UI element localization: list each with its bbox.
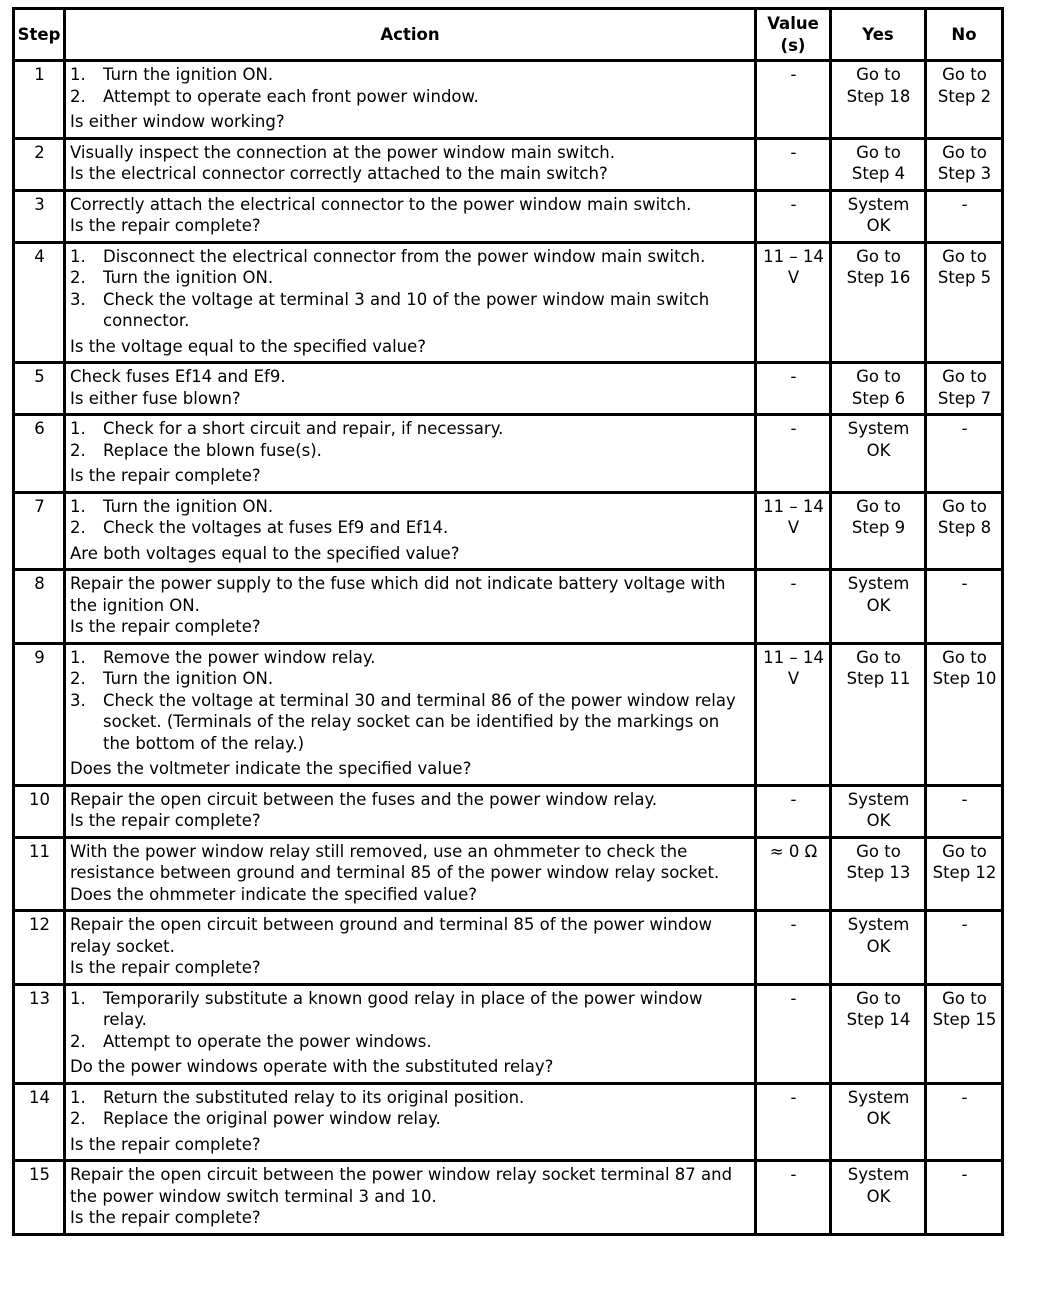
action-step-text: Check the voltage at terminal 30 and terminal 86 of the power window relay socket. (Terminals of the relay socket can be identified by the markings on the bottom of the relay.) [103,690,736,753]
value-cell: - [756,138,831,190]
step-cell: 1 [14,61,65,139]
no-cell: - [926,415,1003,493]
action-question: Are both voltages equal to the specified value? [70,543,460,563]
action-question: Does the ohmmeter indicate the specified value? [70,884,478,904]
step-cell: 11 [14,837,65,911]
yes-cell: Go to Step 13 [831,837,926,911]
no-cell: - [926,785,1003,837]
action-text: Repair the open circuit between ground and terminal 85 of the power window relay socket. [70,915,712,956]
action-cell [65,837,756,911]
action-step-number: 1. [70,419,86,438]
yes-cell: System OK [831,570,926,644]
action-step-text: Replace the blown fuse(s). [103,440,322,460]
action-question: Is the repair complete? [70,958,261,977]
step-cell: 15 [14,1161,65,1235]
action-step-item [70,1031,751,1053]
action-step-text: Turn the ignition ON. [103,268,274,287]
table-row [14,785,1003,837]
value-cell: 11 – 14 V [756,643,831,785]
action-cell [65,242,756,363]
step-cell: 7 [14,492,65,570]
yes-cell: Go to Step 18 [831,61,926,139]
header-yes: Yes [831,9,926,61]
yes-cell: Go to Step 11 [831,643,926,785]
action-step-text: Disconnect the electrical connector from the power window main switch. [103,246,706,266]
action-cell [65,643,756,785]
action-step-item [70,86,751,108]
step-cell: 5 [14,363,65,415]
yes-cell: System OK [831,785,926,837]
no-cell: Go to Step 10 [926,643,1003,785]
action-step-number: 1. [70,1087,86,1107]
step-cell: 14 [14,1083,65,1161]
action-steps-list [70,64,751,107]
action-cell [65,138,756,190]
action-step-text: Turn the ignition ON. [103,496,274,516]
action-step-item [70,246,751,268]
action-step-item [70,988,751,1031]
action-step-text: Turn the ignition ON. [103,65,274,84]
action-step-number: 2. [70,268,86,287]
action-question: Is the repair complete? [70,466,261,485]
action-question: Is either fuse blown? [70,388,241,408]
action-step-item [70,690,751,755]
table-row [14,570,1003,644]
action-step-text: Check for a short circuit and repair, if necessary. [103,419,504,438]
action-cell [65,363,756,415]
action-steps-list [70,246,751,332]
header-action: Action [65,9,756,61]
value-cell: - [756,911,831,985]
action-step-item [70,647,751,669]
step-cell: 8 [14,570,65,644]
table-row [14,1161,1003,1235]
step-cell: 9 [14,643,65,785]
action-question: Is the repair complete? [70,617,261,636]
action-cell [65,190,756,242]
value-cell: - [756,363,831,415]
yes-cell: System OK [831,1083,926,1161]
step-cell: 6 [14,415,65,493]
table-row [14,643,1003,785]
value-cell: 11 – 14 V [756,242,831,363]
table-row [14,911,1003,985]
action-question: Is either window working? [70,112,285,131]
action-step-number: 1. [70,496,86,516]
value-cell: - [756,570,831,644]
no-cell: - [926,1161,1003,1235]
yes-cell: Go to Step 16 [831,242,926,363]
step-cell: 3 [14,190,65,242]
action-step-number: 2. [70,1109,86,1128]
value-cell: ≈ 0 Ω [756,837,831,911]
action-step-number: 1. [70,988,86,1008]
no-cell: Go to Step 12 [926,837,1003,911]
action-step-number: 2. [70,518,86,537]
yes-cell: System OK [831,911,926,985]
value-cell: - [756,785,831,837]
action-cell [65,570,756,644]
action-cell [65,415,756,493]
action-cell [65,61,756,139]
action-step-number: 1. [70,65,86,84]
action-text: Correctly attach the electrical connector to the power window main switch. [70,194,692,214]
action-step-item [70,267,751,289]
yes-cell: Go to Step 4 [831,138,926,190]
action-question: Is the repair complete? [70,811,261,830]
value-cell: - [756,190,831,242]
action-question: Is the voltage equal to the specified value? [70,336,427,356]
no-cell: - [926,190,1003,242]
action-text: Check fuses Ef14 and Ef9. [70,367,286,386]
step-cell: 10 [14,785,65,837]
action-step-text: Remove the power window relay. [103,647,376,667]
table-row [14,837,1003,911]
value-cell: - [756,1083,831,1161]
action-step-item [70,289,751,332]
action-step-item [70,440,751,462]
no-cell: Go to Step 3 [926,138,1003,190]
action-question: Is the electrical connector correctly attached to the main switch? [70,164,608,183]
action-step-item [70,668,751,690]
action-cell [65,492,756,570]
header-value: Value (s) [756,9,831,61]
step-cell: 12 [14,911,65,985]
action-cell [65,1083,756,1161]
value-cell: 11 – 14 V [756,492,831,570]
action-step-text: Attempt to operate each front power window. [103,86,479,106]
table-row [14,363,1003,415]
action-steps-list [70,496,751,539]
value-cell: - [756,415,831,493]
action-cell [65,911,756,985]
action-step-number: 2. [70,440,86,460]
action-steps-list [70,647,751,755]
header-step: Step [14,9,65,61]
yes-cell: Go to Step 6 [831,363,926,415]
action-cell [65,984,756,1083]
action-step-text: Turn the ignition ON. [103,669,274,688]
action-step-text: Check the voltages at fuses Ef9 and Ef14. [103,518,449,537]
table-row [14,415,1003,493]
action-step-text: Attempt to operate the power windows. [103,1031,432,1051]
header-row [14,9,1003,61]
action-step-text: Return the substituted relay to its original position. [103,1087,525,1107]
action-question: Is the repair complete? [70,216,261,235]
action-step-text: Check the voltage at terminal 3 and 10 of the power window main switch connector. [103,289,710,330]
action-step-number: 3. [70,289,86,309]
action-step-number: 2. [70,1031,86,1051]
yes-cell: System OK [831,1161,926,1235]
action-text: With the power window relay still removed, use an ohmmeter to check the resistance between ground and terminal 85 of the power window relay socket. [70,841,720,882]
value-cell: - [756,984,831,1083]
value-cell: - [756,1161,831,1235]
no-cell: - [926,1083,1003,1161]
table-row [14,984,1003,1083]
yes-cell: System OK [831,190,926,242]
action-cell [65,1161,756,1235]
no-cell: Go to Step 7 [926,363,1003,415]
action-step-number: 3. [70,690,86,710]
action-step-number: 2. [70,669,86,688]
no-cell: Go to Step 15 [926,984,1003,1083]
action-step-number: 2. [70,86,86,106]
value-cell: - [756,61,831,139]
step-cell: 4 [14,242,65,363]
action-text: Repair the open circuit between the fuses and the power window relay. [70,789,658,809]
table-row [14,242,1003,363]
table-row [14,492,1003,570]
yes-cell: System OK [831,415,926,493]
action-step-item [70,64,751,86]
no-cell: Go to Step 8 [926,492,1003,570]
action-question: Is the repair complete? [70,1208,261,1227]
action-step-number: 1. [70,246,86,266]
step-cell: 13 [14,984,65,1083]
table-row [14,190,1003,242]
action-text: Repair the power supply to the fuse which did not indicate battery voltage with the ignition ON. [70,574,726,615]
step-cell: 2 [14,138,65,190]
action-step-item [70,1087,751,1109]
action-question: Do the power windows operate with the substituted relay? [70,1057,554,1076]
table-row [14,1083,1003,1161]
yes-cell: Go to Step 14 [831,984,926,1083]
action-steps-list [70,1087,751,1130]
yes-cell: Go to Step 9 [831,492,926,570]
action-text: Visually inspect the connection at the power window main switch. [70,142,616,162]
action-question: Does the voltmeter indicate the specified value? [70,759,472,778]
action-step-item [70,418,751,440]
action-steps-list [70,418,751,461]
no-cell: Go to Step 2 [926,61,1003,139]
action-steps-list [70,988,751,1053]
action-text: Repair the open circuit between the power window relay socket terminal 87 and the power window switch terminal 3 and 10. [70,1165,733,1206]
table-row [14,138,1003,190]
header-no: No [926,9,1003,61]
no-cell: - [926,570,1003,644]
no-cell: Go to Step 5 [926,242,1003,363]
action-step-text: Replace the original power window relay. [103,1109,441,1128]
table-row [14,61,1003,139]
action-cell [65,785,756,837]
no-cell: - [926,911,1003,985]
action-step-item [70,517,751,539]
action-step-item [70,496,751,518]
action-step-text: Temporarily substitute a known good relay in place of the power window relay. [103,988,703,1029]
action-question: Is the repair complete? [70,1134,261,1154]
table-body [14,61,1003,1235]
action-step-item [70,1108,751,1130]
action-step-number: 1. [70,647,86,667]
diagnostic-table [12,7,1004,1236]
